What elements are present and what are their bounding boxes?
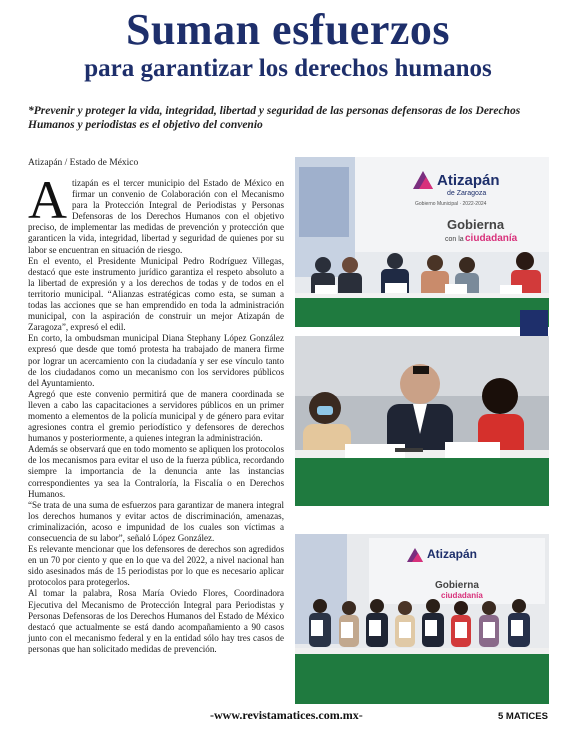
article-body [28,170,284,655]
article-paragraph-2: En el evento, el Presidente Municipal Pedro Rodríguez Villegas, destacó que este instrumento jurídico garantiza el respeto absoluto a la libertad de expresión y a los derechos de todas y de todos en el territorio municipal. “Alianzas estratégicas como esta, se suman a todas las acciones que se han emprendido en toda la administración municipal, con la aspiración de construir un mejor Atizapán de Zaragoza”, expresó el edil. [28,255,284,333]
photo-officials-closeup-illustration [295,336,549,506]
headline-title: Suman esfuerzos [125,5,451,54]
banner-brand-sub: de Zaragoza [447,190,487,197]
photo-signing-ceremony [295,157,549,327]
banner-slogan-3b: ciudadanía [441,591,483,600]
banner-brand: Atizapán [437,172,500,189]
banner-slogan-2: con la [445,236,464,243]
photo-signing-ceremony-illustration [295,157,549,327]
article-paragraph-8: Al tomar la palabra, Rosa María Oviedo Flores, Coordinadora Ejecutiva del Mecanismo de Protección Integral para Periodistas y Personas Defensoras de los Derechos Humanos del Estado de México destacó que actualmente se está dando acompañamiento a 90 casos junto con el mecanismo federal y en la entidad sólo hay tres casos de personas que han solicitado medidas de prevención. [28,588,284,654]
photo-group-agreements-illustration [295,534,549,704]
banner-slogan-1: Gobierna [447,217,505,232]
lead-summary: *Prevenir y proteger la vida, integridad, libertad y seguridad de las personas defensoras de los Derechos Humanos y periodistas es el objetivo del convenio [28,105,521,131]
article-paragraph-7: Es relevante mencionar que los defensores de derechos son agredidos en un 70 por ciento y que en lo que va del 2022, a nivel nacional han sido asesinados más de 15 periodistas por lo que es necesario aplicar protocolos para protegerlos. [28,544,284,588]
headline-subtitle: para garantizar los derechos humanos [84,55,492,82]
banner-admin: Gobierno Municipal · 2022-2024 [415,201,487,207]
drop-cap: A [28,170,67,230]
photo-officials-closeup [295,336,549,506]
banner-slogan-1b: Gobierna [435,580,479,591]
footer-website: -www.revistamatices.com.mx- [210,708,363,722]
banner-brand-2: Atizapán [427,547,478,561]
dateline-location: Atizapán / Estado de México [28,158,139,168]
paragraph-1-text: tizapán es el tercer municipio del Estado de México en firmar un convenio de Colaboración con el Mecanismo para la Protección Integral de Periodistas y Personas Defensoras de los Derechos Humanos con el objetivo preciso, de implementar las medidas de prevención y protección que garanticen la vida, integridad, libertad y seguridad de quienes por su labor se encuentran en situación de riesgo. [28,178,284,255]
article-paragraph-3: En corto, la ombudsman municipal Diana Stephany López González expresó que desde que tomó protesta ha trabajado de manera firme por lograr un acercamiento con la ciudadanía y ser ese vínculo tanto de los ciudadanos como un mecanismo con los servidores públicos del Ayuntamiento. [28,333,284,388]
article-paragraph-1 [28,170,284,256]
article-paragraph-6: “Se trata de una suma de esfuerzos para garantizar de manera integral los derechos humanos y evitar actos de discriminación, amenazas, criminalización, acoso e impunidad de los cuales son víctimas a consecuencia de su labor”, señaló López González. [28,499,284,543]
banner-slogan-3: ciudadanía [465,233,518,244]
footer-page-number: 5 MATICES [498,711,548,722]
photo-group-agreements [295,534,549,704]
article-paragraph-4: Agregó que este convenio permitirá que de manera coordinada se lleven a cabo las capacitaciones a servidores públicos en un primer momento a elementos de la policía municipal y de género para evitar agresiones contra el gremio periodístico y defensores de derechos humanos y posteriormente, a quienes integran la administración. [28,388,284,444]
article-paragraph-5: Además se observará que en todo momento se apliquen los protocolos de los mecanismos para evitar el uso de la fuerza pública, recordando siempre la importancia de la denuncia ante las instancias correspondientes ya sea la Contraloría, la Fiscalía o en Derechos Humanos. [28,444,284,499]
